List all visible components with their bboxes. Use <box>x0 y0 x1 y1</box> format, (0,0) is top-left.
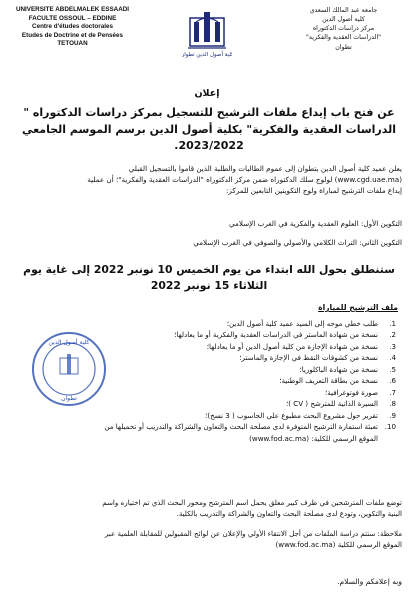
item-number: 6. <box>389 376 396 386</box>
header-ar-line: مركز دراسات الدكتوراه <box>312 25 375 33</box>
item-number: 4. <box>389 353 396 363</box>
item-text: نسخة من كشوفات النقط في الإجازة والماستر؛ <box>239 353 378 363</box>
item-number: 5. <box>389 364 396 374</box>
heading-line: 2023/2022. <box>174 139 244 152</box>
header-fr-line: Centre d'études doctorales <box>32 23 113 30</box>
item-number: 7. <box>389 387 396 397</box>
stamp-text-bottom: تطوان <box>61 395 77 402</box>
item-text: نسخة من شهادة الباكلوريا؛ <box>299 364 378 374</box>
list-item <box>14 318 396 329</box>
heading-line: الدراسات العقدية والفكرية" بكلية أصول الدين برسم الموسم الجامعي <box>21 122 397 136</box>
crest-icon <box>182 8 232 60</box>
header-fr-line: Etudes de Doctrine et de Pensées <box>21 31 124 39</box>
stamp-text-top: كلية أصول الدين <box>48 339 90 346</box>
note-line: ملاحظة: ستتم دراسة الملفات من أجل الانتقاء الأولي والإعلان عن لوائح المقبولين للمقابلة العلمية عبر <box>104 529 402 538</box>
heading-line: عن فتح باب إيداع ملفات الترشيح للتسجيل بمركز دراسات الدكتوراه " <box>23 106 395 119</box>
selection-note <box>16 528 402 551</box>
track-second: التكوين الثاني: التراث الكلامي والأصولي والصوفي في الغرب الإسلامي <box>193 238 402 247</box>
list-item <box>14 433 396 444</box>
intro-line: إيداع ملفات الترشيح لمباراة ولوج التكوينين التابعين للمركز: <box>226 186 402 196</box>
faculty-crest-logo <box>182 8 232 60</box>
intro-line: (www.cgd.uae.ma) لولوج سلك الدكتوراه ضمن مركز الدكتوراه "الدراسات العقدية والفكرية"؛ أن عملية <box>87 175 402 185</box>
note-line: البنية والتكوين، وتودع لدى مصلحة البحث والتعاون والشراكة والتدريب بالكلية. <box>176 509 402 519</box>
header-fr-line: FACULTE OSSOUL – EDDINE <box>28 14 117 22</box>
track-first: التكوين الأول: العلوم العقدية والفكرية في الغرب الإسلامي <box>229 219 402 228</box>
dates-line: ستنطلق بحول الله ابتداء من يوم الخميس 10 نونبر 2022 إلى غاية يوم <box>23 263 395 276</box>
item-number: 1. <box>389 319 396 328</box>
header-ar-line: "الدراسات العقدية والفكرية" <box>306 34 381 42</box>
list-item <box>14 421 396 432</box>
official-stamp <box>30 330 108 408</box>
item-text: صورة فوتوغرافية؛ <box>325 387 378 397</box>
header-ar-line: كلية أصول الدين <box>322 16 365 24</box>
announcement-heading <box>16 105 402 155</box>
crest-caption: كلية أصول الدين تطوان <box>182 52 232 58</box>
item-text: نسخة من بطاقة التعريف الوطنية؛ <box>279 376 378 386</box>
intro-line: يعلن عميد كلية أصول الدين بتطوان إلى عموم الطالبات والطلبة الذين قاموا بالتسجيل القبلي <box>128 164 402 173</box>
item-text: نسخة من شهادة الماستر في الدراسات العقدية والفكرية أو ما يعادلها؛ <box>174 330 378 340</box>
header-french-block <box>10 6 135 49</box>
header-ar-line: تطوان <box>335 43 352 51</box>
intro-paragraph <box>16 163 402 196</box>
note-line: توضع ملفات المترشحين في ظرف كبير مغلق يحمل اسم المترشح ومحور البحث الذي تم اختياره واسم <box>102 498 402 507</box>
item-text: تقرير حول مشروع البحث مطبوع على الحاسوب ( 3 نسخ)؛ <box>205 410 378 420</box>
item-number: 3. <box>389 341 396 351</box>
item-text: الموقع الرسمي للكلية: (www.fod.ac.ma) <box>249 433 378 443</box>
header-fr-line: TETOUAN <box>57 40 88 47</box>
header-ar-line: جامعة عبد المالك السعدي <box>309 7 378 14</box>
item-number: 2. <box>389 330 396 340</box>
closing-line: وبه إعلامكم والسلام. <box>337 577 402 586</box>
item-text: السيرة الذاتية للمترشح ( CV )؛ <box>285 399 378 409</box>
item-number: 10. <box>384 422 396 432</box>
deposit-dates <box>16 262 402 294</box>
file-requirements-heading: ملف الترشيح للمباراة <box>318 303 398 312</box>
dates-line: الثلاثاء 15 نونبر 2022 <box>150 279 268 293</box>
item-number: 9. <box>389 410 396 420</box>
item-number: 8. <box>389 399 396 409</box>
announcement-title: إعلان <box>194 88 220 99</box>
item-number <box>383 433 396 444</box>
item-text: نسخة من شهادة الإجازة من كلية أصول الدين أو ما يعادلها؛ <box>206 341 378 351</box>
item-text: تعبئة استمارة الترشيح المتوفرة لدى مصلحة البحث والتعاون والشراكة والتدريب أو تحميلها من <box>104 422 378 432</box>
note-line: الموقع الرسمي للكلية (www.fod.ac.ma) <box>275 540 402 550</box>
item-text: طلب خطي موجه إلى السيد عميد كلية أصول الدين؛ <box>226 319 378 328</box>
header-fr-line: UNIVERSITE ABDELMALEK ESSAADI <box>15 6 130 13</box>
stamp-icon <box>30 330 108 408</box>
header-arabic-block <box>281 6 406 52</box>
deposit-note <box>16 497 402 520</box>
list-item <box>14 410 396 421</box>
